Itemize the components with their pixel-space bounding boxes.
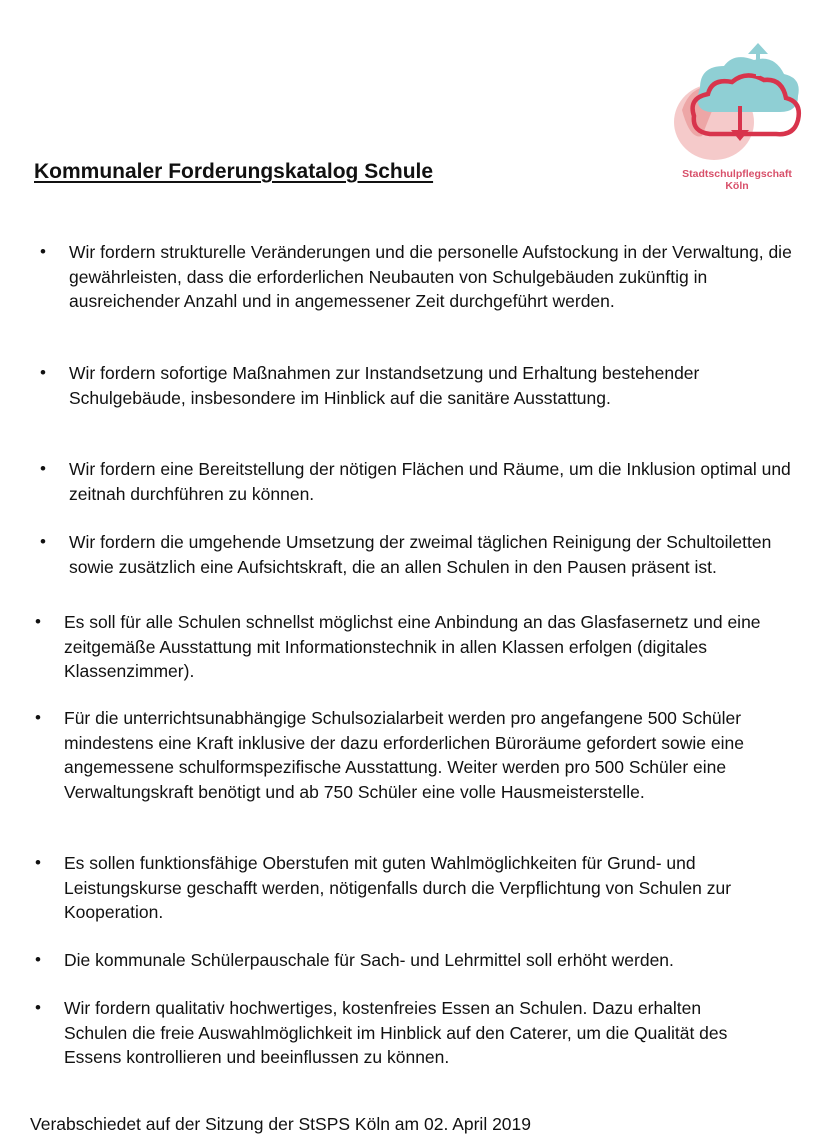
bullet-icon: • — [40, 532, 46, 551]
bullet-icon: • — [35, 853, 41, 872]
list-item-text: Wir fordern sofortige Maßnahmen zur Instandsetzung und Erhaltung bestehender Schulgebäude, insbesondere im Hinblick auf die sanitäre Ausstattung. — [69, 363, 700, 408]
list-item — [35, 996, 800, 1070]
list-item — [40, 530, 800, 579]
bullet-icon: • — [35, 708, 41, 727]
list-item-text: Für die unterrichtsunabhängige Schulsozialarbeit werden pro angefangene 500 Schüler mindestens eine Kraft inklusive der dazu erforderlichen Büroräume gefordert sowie eine angemessene schulformspezifische Ausstattung. Weiter werden pro 500 Schüler eine Verwaltungskraft benötigt und ab 750 Schüler eine volle Hausmeisterstelle. — [64, 708, 744, 802]
bullet-icon: • — [40, 363, 46, 382]
cloud-arrow-logo-icon — [662, 40, 812, 168]
list-item — [40, 361, 800, 410]
adoption-note: Verabschiedet auf der Sitzung der StSPS Köln am 02. April 2019 — [30, 1114, 532, 1134]
list-item — [35, 948, 800, 973]
bullet-icon: • — [40, 242, 46, 261]
bullet-icon: • — [35, 998, 41, 1017]
list-item-text: Es soll für alle Schulen schnellst möglichst eine Anbindung an das Glasfasernetz und eine zeitgemäße Ausstattung mit Informationstechnik in allen Klassen erfolgen (digitales Klassenzimmer). — [64, 612, 761, 681]
list-item-text: Wir fordern eine Bereitstellung der nötigen Flächen und Räume, um die Inklusion optimal und zeitnah durchführen zu können. — [69, 459, 791, 504]
bullet-icon: • — [35, 950, 41, 969]
logo-caption-line1: Stadtschulpflegschaft — [682, 168, 792, 180]
bullet-icon: • — [40, 459, 46, 478]
list-item-text: Es sollen funktionsfähige Oberstufen mit guten Wahlmöglichkeiten für Grund- und Leistungskurse geschafft werden, nötigenfalls durch die Verpflichtung von Schulen zur Kooperation. — [64, 853, 732, 922]
list-item — [35, 706, 800, 804]
stadtschulpflegschaft-logo — [662, 40, 812, 195]
list-item — [40, 240, 800, 314]
list-item — [35, 851, 800, 925]
document-title: Kommunaler Forderungskatalog Schule — [34, 160, 434, 183]
logo-caption — [662, 168, 812, 192]
bullet-icon: • — [35, 612, 41, 631]
list-item — [35, 610, 800, 684]
list-item-text: Die kommunale Schülerpauschale für Sach- und Lehrmittel soll erhöht werden. — [64, 950, 674, 970]
list-item — [40, 457, 800, 506]
list-item-text: Wir fordern strukturelle Veränderungen und die personelle Aufstockung in der Verwaltung, die gewährleisten, dass die erforderlichen Neubauten von Schulgebäuden zukünftig in ausreichender Anzahl und in angemessener Zeit durchgeführt werden. — [69, 242, 792, 311]
list-item-text: Wir fordern die umgehende Umsetzung der zweimal täglichen Reinigung der Schultoiletten sowie zusätzlich eine Aufsichtskraft, die an allen Schulen in den Pausen präsent ist. — [69, 532, 772, 577]
logo-caption-line2: Köln — [725, 180, 749, 192]
list-item-text: Wir fordern qualitativ hochwertiges, kostenfreies Essen an Schulen. Dazu erhalten Schulen die freie Auswahlmöglichkeit im Hinblick auf den Caterer, um die Qualität des Essens kontrollieren und beeinflussen zu können. — [64, 998, 728, 1067]
